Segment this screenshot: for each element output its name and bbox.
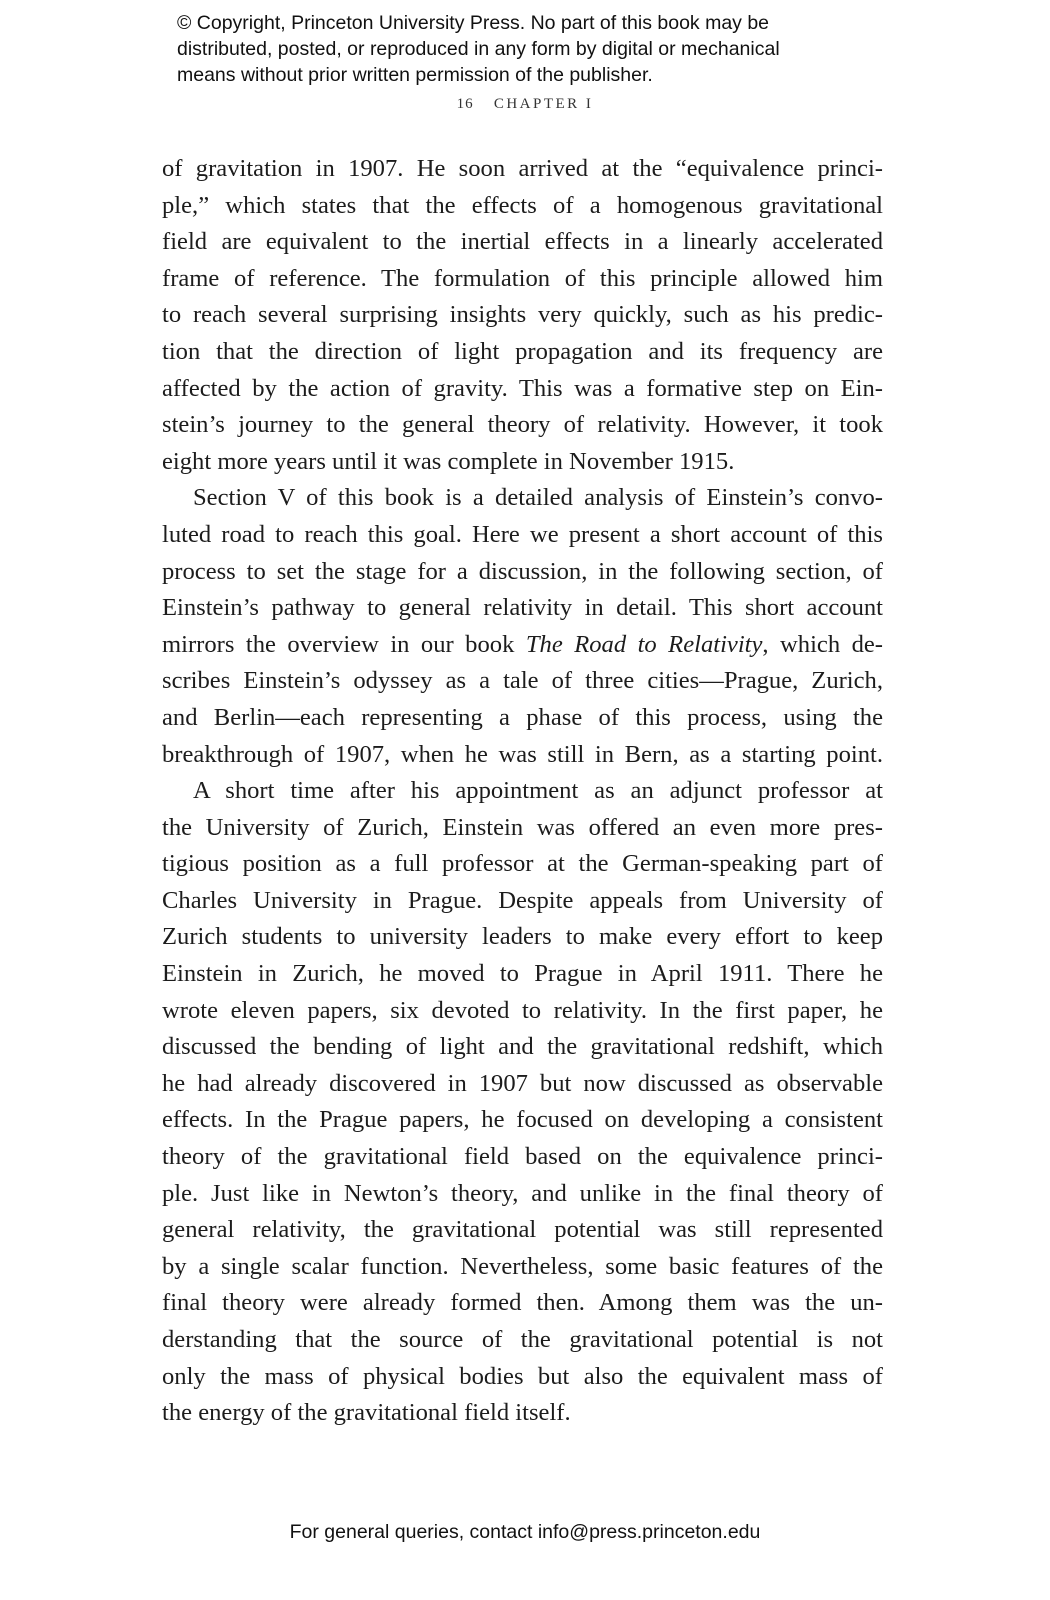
text-line: tigious position as a full professor at the German-speaking part of	[162, 850, 883, 878]
footer-contact: For general queries, contact info@press.princeton.edu	[289, 1521, 761, 1543]
text-segment: , which de-	[762, 630, 883, 658]
text-line: affected by the action of gravity. This was a formative step on Ein-	[162, 374, 883, 402]
text-line: by a single scalar function. Nevertheless, some basic features of the	[162, 1252, 883, 1280]
text-line: ple. Just like in Newton’s theory, and unlike in the final theory of	[162, 1179, 883, 1207]
text-line: to reach several surprising insights very quickly, such as his predic-	[162, 301, 883, 329]
text-line: frame of reference. The formulation of this principle allowed him	[162, 264, 883, 292]
text-line: luted road to reach this goal. Here we present a short account of this	[162, 520, 883, 548]
text-line: tion that the direction of light propagation and its frequency are	[162, 337, 883, 365]
text-line: he had already discovered in 1907 but now discussed as observable	[162, 1069, 883, 1097]
text-line: breakthrough of 1907, when he was still in Bern, as a starting point.	[162, 740, 883, 768]
text-line: stein’s journey to the general theory of relativity. However, it took	[162, 411, 883, 439]
copyright-notice	[177, 10, 780, 88]
text-line: Section V of this book is a detailed analysis of Einstein’s convo-	[193, 484, 883, 512]
paragraph	[162, 773, 883, 1432]
text-line: general relativity, the gravitational potential was still represented	[162, 1216, 883, 1244]
page-number: 16	[456, 96, 474, 112]
copyright-line: means without prior written permission of the publisher.	[177, 64, 653, 86]
text-line: ple,” which states that the effects of a homogenous gravitational	[162, 191, 883, 219]
text-line: process to set the stage for a discussion, in the following section, of	[162, 557, 883, 585]
text-line: effects. In the Prague papers, he focused on developing a consistent	[162, 1106, 883, 1134]
paragraph	[162, 151, 883, 480]
chapter-title: CHAPTER I	[493, 96, 594, 112]
running-head	[0, 96, 1050, 113]
text-line: wrote eleven papers, six devoted to relativity. In the first paper, he	[162, 996, 883, 1024]
text-line: of gravitation in 1907. He soon arrived at the “equivalence princi-	[162, 155, 883, 182]
text-line: the University of Zurich, Einstein was offered an even more pres-	[162, 813, 883, 841]
text-line: Zurich students to university leaders to make every effort to keep	[162, 923, 883, 951]
copyright-line: distributed, posted, or reproduced in any form by digital or mechanical	[177, 38, 780, 60]
text-segment: mirrors the overview in our book	[162, 630, 526, 658]
text-line: derstanding that the source of the gravitational potential is not	[162, 1326, 883, 1353]
text-line: field are equivalent to the inertial effects in a linearly accelerated	[162, 228, 883, 256]
text-line: discussed the bending of light and the gravitational redshift, which	[162, 1033, 883, 1061]
text-line: theory of the gravitational field based on the equivalence princi-	[162, 1143, 883, 1171]
text-line: and Berlin—each representing a phase of this process, using the	[162, 703, 883, 731]
text-line	[162, 627, 883, 664]
text-line: scribes Einstein’s odyssey as a tale of three cities—Prague, Zurich,	[162, 667, 883, 695]
text-line: Einstein in Zurich, he moved to Prague in April 1911. There he	[162, 960, 883, 988]
book-title-italic: The Road to Relativity	[525, 630, 763, 658]
text-line: Einstein’s pathway to general relativity in detail. This short account	[162, 594, 883, 622]
text-line: A short time after his appointment as an adjunct professor at	[193, 777, 883, 805]
text-line: Charles University in Prague. Despite appeals from University of	[162, 886, 883, 914]
body-text	[162, 151, 883, 1432]
text-line: final theory were already formed then. Among them was the un-	[162, 1289, 883, 1317]
paragraph	[162, 480, 883, 773]
text-line: eight more years until it was complete in November 1915.	[162, 447, 735, 475]
text-line: the energy of the gravitational field itself.	[162, 1399, 571, 1427]
copyright-line: © Copyright, Princeton University Press. No part of this book may be	[177, 12, 770, 34]
text-line: only the mass of physical bodies but also the equivalent mass of	[162, 1362, 883, 1390]
